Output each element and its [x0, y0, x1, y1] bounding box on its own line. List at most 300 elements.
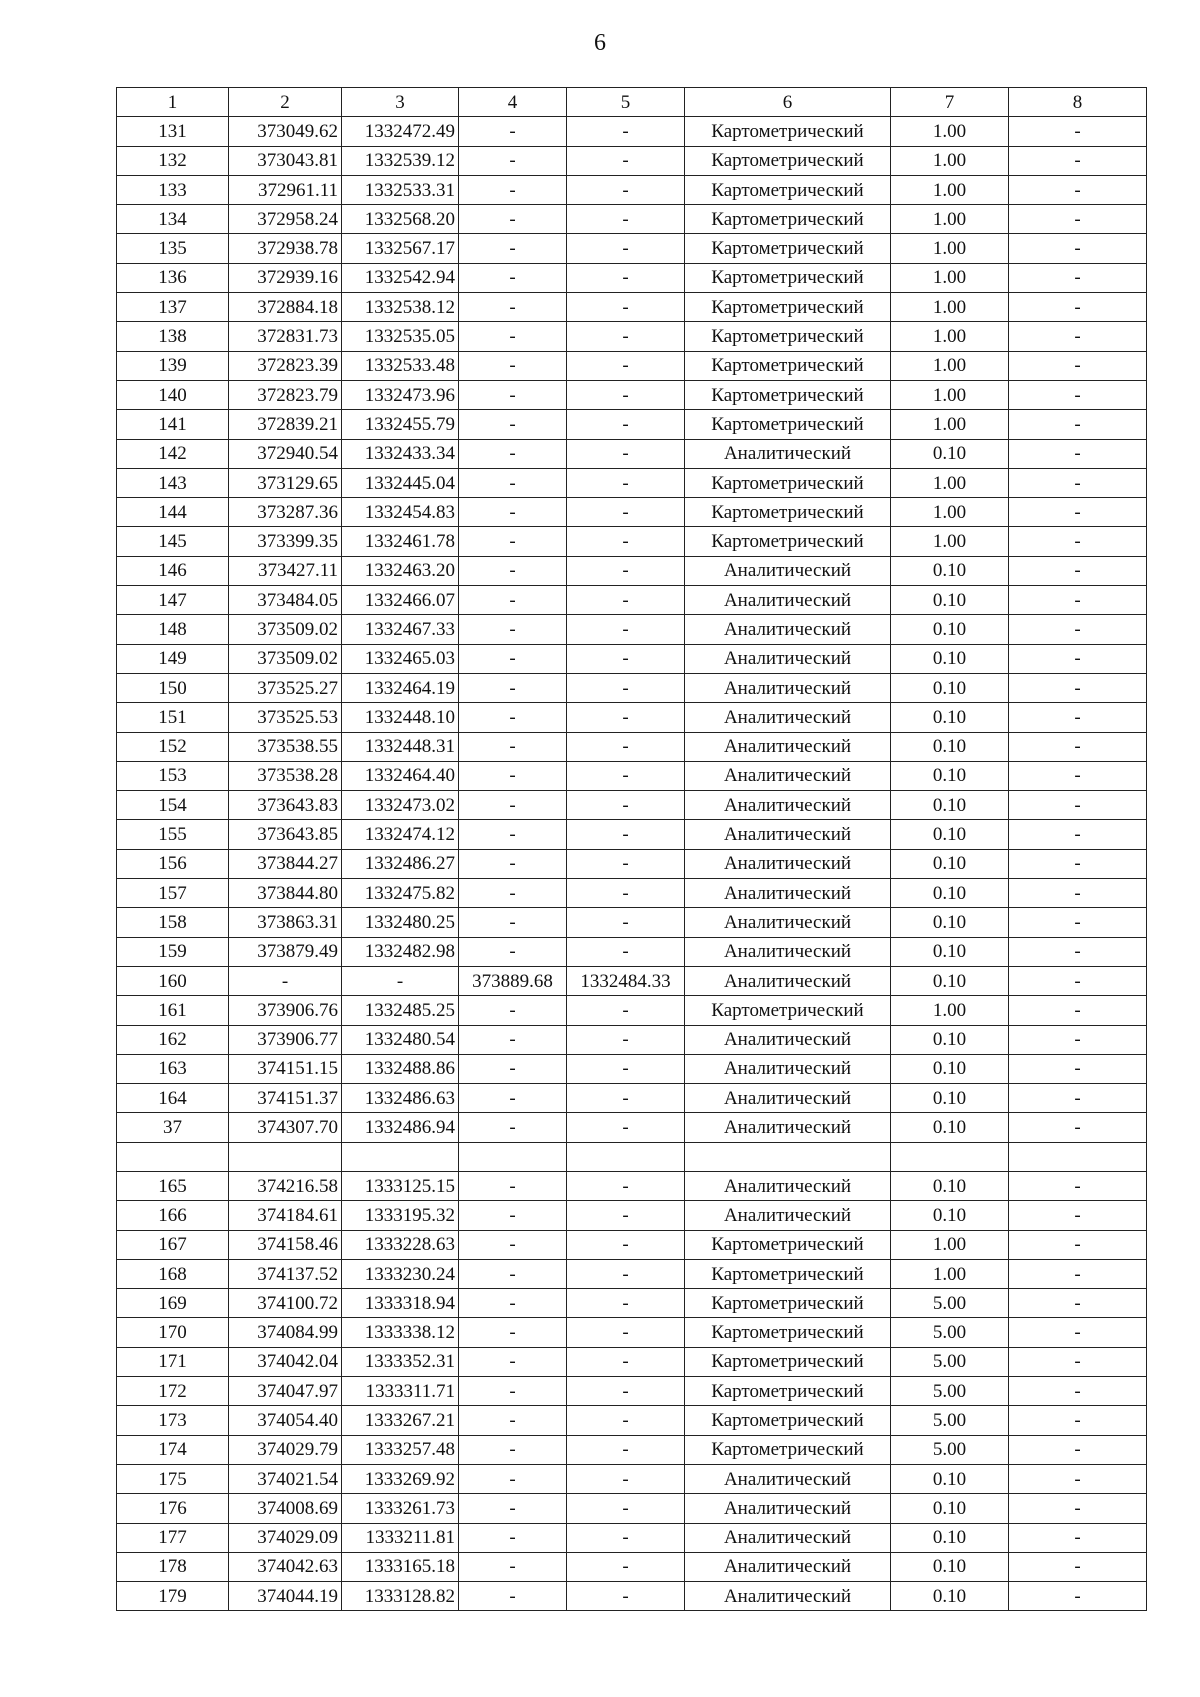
table-cell: 1333195.32 — [342, 1201, 459, 1230]
table-cell: Аналитический — [685, 1084, 891, 1113]
table-cell: - — [459, 1494, 567, 1523]
table-cell: - — [459, 468, 567, 497]
table-cell: - — [1009, 820, 1147, 849]
table-cell: 0.10 — [891, 615, 1009, 644]
table-cell: - — [1009, 234, 1147, 263]
table-cell: Аналитический — [685, 1582, 891, 1611]
table-cell: 374151.37 — [229, 1084, 342, 1113]
table-cell: - — [459, 879, 567, 908]
table-cell: - — [567, 996, 685, 1025]
table-cell: - — [1009, 1201, 1147, 1230]
table-cell: 372823.79 — [229, 380, 342, 409]
header-cell: 4 — [459, 88, 567, 117]
header-cell: 2 — [229, 88, 342, 117]
table-cell: 374042.04 — [229, 1347, 342, 1376]
table-cell: 372939.16 — [229, 263, 342, 292]
table-cell: - — [459, 937, 567, 966]
table-row — [117, 1377, 1147, 1406]
table-cell: - — [1009, 1318, 1147, 1347]
table-cell: - — [1009, 527, 1147, 556]
table-cell: 1332567.17 — [342, 234, 459, 263]
table-cell: 374042.63 — [229, 1552, 342, 1581]
table-cell: - — [1009, 615, 1147, 644]
table-cell: 0.10 — [891, 673, 1009, 702]
table-cell: - — [1009, 263, 1147, 292]
table-row — [117, 410, 1147, 439]
table-cell: 159 — [117, 937, 229, 966]
table-cell: 373643.83 — [229, 791, 342, 820]
table-cell: 0.10 — [891, 1201, 1009, 1230]
table-cell: 1332455.79 — [342, 410, 459, 439]
table-cell: 373906.77 — [229, 1025, 342, 1054]
table-cell: 157 — [117, 879, 229, 908]
table-cell: - — [1009, 732, 1147, 761]
table-cell: 1333318.94 — [342, 1289, 459, 1318]
table-cell: Картометрический — [685, 322, 891, 351]
table-cell: 374047.97 — [229, 1377, 342, 1406]
table-cell: 5.00 — [891, 1289, 1009, 1318]
table-cell: - — [229, 966, 342, 995]
page-number: 6 — [594, 30, 606, 56]
table-cell: - — [1009, 175, 1147, 204]
table-cell: - — [567, 1582, 685, 1611]
table-cell: 154 — [117, 791, 229, 820]
table-row — [117, 205, 1147, 234]
table-row — [117, 937, 1147, 966]
table-cell: - — [459, 849, 567, 878]
table-cell: - — [459, 1113, 567, 1142]
table-cell: 1333311.71 — [342, 1377, 459, 1406]
table-row — [117, 175, 1147, 204]
table-cell: 1.00 — [891, 117, 1009, 146]
table-cell: - — [1009, 966, 1147, 995]
table-cell: 372831.73 — [229, 322, 342, 351]
table-cell: 178 — [117, 1552, 229, 1581]
table-cell: - — [567, 644, 685, 673]
table-cell: 151 — [117, 703, 229, 732]
table-row — [117, 586, 1147, 615]
table-cell: - — [1009, 322, 1147, 351]
table-cell: 373906.76 — [229, 996, 342, 1025]
table-cell: 1332454.83 — [342, 498, 459, 527]
table-cell: 1332448.10 — [342, 703, 459, 732]
table-cell: - — [567, 1347, 685, 1376]
table-cell: - — [459, 293, 567, 322]
table-cell: 373509.02 — [229, 615, 342, 644]
table-cell: 134 — [117, 205, 229, 234]
table-cell: 1333230.24 — [342, 1259, 459, 1288]
table-cell: 136 — [117, 263, 229, 292]
table-cell: - — [1009, 205, 1147, 234]
table-cell: 150 — [117, 673, 229, 702]
table-cell: - — [1009, 1523, 1147, 1552]
table-cell: - — [567, 908, 685, 937]
table-cell: 132 — [117, 146, 229, 175]
table-cell: 163 — [117, 1054, 229, 1083]
table-cell — [342, 1142, 459, 1171]
table-cell: - — [459, 205, 567, 234]
table-cell: 1332538.12 — [342, 293, 459, 322]
table-cell: 1333352.31 — [342, 1347, 459, 1376]
table-cell: - — [459, 117, 567, 146]
table-cell: 167 — [117, 1230, 229, 1259]
table-cell: - — [459, 1230, 567, 1259]
table-cell: - — [567, 1113, 685, 1142]
table-cell: 1332474.12 — [342, 820, 459, 849]
table-cell: - — [567, 527, 685, 556]
table-cell: - — [567, 1464, 685, 1493]
table-row — [117, 1318, 1147, 1347]
table-cell: Аналитический — [685, 732, 891, 761]
table-cell: 373525.53 — [229, 703, 342, 732]
table-cell: 372938.78 — [229, 234, 342, 263]
table-cell: - — [459, 820, 567, 849]
table-cell: Аналитический — [685, 879, 891, 908]
table-cell: 1332488.86 — [342, 1054, 459, 1083]
table-cell: 374137.52 — [229, 1259, 342, 1288]
table-cell: - — [1009, 293, 1147, 322]
table-cell: Картометрический — [685, 1377, 891, 1406]
table-cell: 179 — [117, 1582, 229, 1611]
table-cell: - — [567, 1406, 685, 1435]
table-cell: - — [1009, 937, 1147, 966]
table-cell: 0.10 — [891, 1113, 1009, 1142]
table-cell: - — [459, 1523, 567, 1552]
table-cell: - — [459, 586, 567, 615]
table-cell: - — [459, 351, 567, 380]
table-cell: 156 — [117, 849, 229, 878]
table-cell: 0.10 — [891, 966, 1009, 995]
table-cell: 0.10 — [891, 644, 1009, 673]
table-row — [117, 644, 1147, 673]
table-cell: - — [1009, 351, 1147, 380]
table-cell: Картометрический — [685, 146, 891, 175]
table-cell: 0.10 — [891, 439, 1009, 468]
table-cell: Аналитический — [685, 1464, 891, 1493]
table-cell: - — [1009, 1054, 1147, 1083]
table-row — [117, 351, 1147, 380]
table-cell: 1.00 — [891, 380, 1009, 409]
table-cell: - — [1009, 703, 1147, 732]
table-cell: Картометрический — [685, 175, 891, 204]
table-cell: Аналитический — [685, 1201, 891, 1230]
table-row — [117, 439, 1147, 468]
table-cell: Аналитический — [685, 1494, 891, 1523]
table-cell: - — [1009, 879, 1147, 908]
table-row — [117, 1230, 1147, 1259]
table-cell: Аналитический — [685, 1171, 891, 1200]
table-cell: Картометрический — [685, 293, 891, 322]
table-cell — [459, 1142, 567, 1171]
header-cell: 8 — [1009, 88, 1147, 117]
table-cell: - — [1009, 586, 1147, 615]
table-cell: - — [459, 615, 567, 644]
table-cell: 1333267.21 — [342, 1406, 459, 1435]
table-row — [117, 322, 1147, 351]
table-cell: 1332533.48 — [342, 351, 459, 380]
table-cell — [891, 1142, 1009, 1171]
table-cell: 373043.81 — [229, 146, 342, 175]
table-cell: - — [459, 146, 567, 175]
table-cell: 374029.09 — [229, 1523, 342, 1552]
table-cell: 374044.19 — [229, 1582, 342, 1611]
table-cell: 1333125.15 — [342, 1171, 459, 1200]
table-cell: Картометрический — [685, 1347, 891, 1376]
table-cell: 161 — [117, 996, 229, 1025]
table-row — [117, 996, 1147, 1025]
table-cell: 1332472.49 — [342, 117, 459, 146]
table-cell: 140 — [117, 380, 229, 409]
table-cell: - — [459, 1084, 567, 1113]
table-cell: 1333128.82 — [342, 1582, 459, 1611]
table-cell: - — [567, 1377, 685, 1406]
table-cell: 373863.31 — [229, 908, 342, 937]
table-cell: - — [1009, 439, 1147, 468]
table-row — [117, 1464, 1147, 1493]
table-cell: - — [567, 439, 685, 468]
table-cell: 145 — [117, 527, 229, 556]
table-cell: - — [567, 879, 685, 908]
table-cell: Картометрический — [685, 527, 891, 556]
table-cell: Аналитический — [685, 673, 891, 702]
table-row — [117, 1113, 1147, 1142]
table-cell: 1.00 — [891, 146, 1009, 175]
table-cell: - — [567, 1318, 685, 1347]
table-cell: 1332485.25 — [342, 996, 459, 1025]
table-cell: Картометрический — [685, 1318, 891, 1347]
table-cell: - — [459, 234, 567, 263]
table-cell: 1332533.31 — [342, 175, 459, 204]
table-cell: - — [567, 1054, 685, 1083]
table-cell: - — [567, 146, 685, 175]
table-cell: - — [459, 556, 567, 585]
table-cell: Аналитический — [685, 1523, 891, 1552]
table-cell: Аналитический — [685, 1552, 891, 1581]
table-cell: - — [459, 673, 567, 702]
table-cell: - — [1009, 1347, 1147, 1376]
table-cell: 372958.24 — [229, 205, 342, 234]
table-cell: 1.00 — [891, 996, 1009, 1025]
table-cell: 0.10 — [891, 1464, 1009, 1493]
table-cell: 1333165.18 — [342, 1552, 459, 1581]
table-cell: 1332473.96 — [342, 380, 459, 409]
table-cell: 138 — [117, 322, 229, 351]
table-row — [117, 703, 1147, 732]
table-cell: - — [459, 410, 567, 439]
table-cell: 174 — [117, 1435, 229, 1464]
table-cell: 152 — [117, 732, 229, 761]
table-cell: 1.00 — [891, 498, 1009, 527]
table-cell: - — [567, 937, 685, 966]
table-cell: 372839.21 — [229, 410, 342, 439]
table-cell: 137 — [117, 293, 229, 322]
table-cell: 0.10 — [891, 556, 1009, 585]
table-cell: - — [459, 1347, 567, 1376]
table-cell: 373844.27 — [229, 849, 342, 878]
table-row — [117, 1435, 1147, 1464]
table-cell: 142 — [117, 439, 229, 468]
table-cell: 147 — [117, 586, 229, 615]
table-cell: - — [1009, 761, 1147, 790]
table-cell: 0.10 — [891, 908, 1009, 937]
table-cell — [567, 1142, 685, 1171]
table-cell: 139 — [117, 351, 229, 380]
table-cell: 373844.80 — [229, 879, 342, 908]
table-row — [117, 1494, 1147, 1523]
table-cell: - — [567, 1494, 685, 1523]
table-header-row — [117, 88, 1147, 117]
table-cell: 0.10 — [891, 1054, 1009, 1083]
table-cell: 373538.28 — [229, 761, 342, 790]
table-cell: 172 — [117, 1377, 229, 1406]
table-row — [117, 1025, 1147, 1054]
table-cell: 1332480.54 — [342, 1025, 459, 1054]
table-cell: 372884.18 — [229, 293, 342, 322]
table-cell: - — [1009, 146, 1147, 175]
table-cell: - — [567, 205, 685, 234]
table-row — [117, 1289, 1147, 1318]
table-cell: 155 — [117, 820, 229, 849]
table-cell: Аналитический — [685, 908, 891, 937]
table-cell: 1332486.63 — [342, 1084, 459, 1113]
table-cell: Картометрический — [685, 380, 891, 409]
table-cell: 372823.39 — [229, 351, 342, 380]
table-cell: Аналитический — [685, 703, 891, 732]
table-row — [117, 146, 1147, 175]
table-cell: - — [1009, 117, 1147, 146]
table-row — [117, 1171, 1147, 1200]
table-cell: 141 — [117, 410, 229, 439]
table-cell: 372961.11 — [229, 175, 342, 204]
table-cell: 0.10 — [891, 849, 1009, 878]
table-cell — [117, 1142, 229, 1171]
table-cell: 146 — [117, 556, 229, 585]
table-cell: 5.00 — [891, 1435, 1009, 1464]
table-cell: 144 — [117, 498, 229, 527]
table-cell: 1332480.25 — [342, 908, 459, 937]
table-cell: - — [567, 556, 685, 585]
table-cell: 5.00 — [891, 1406, 1009, 1435]
table-cell: 0.10 — [891, 791, 1009, 820]
table-cell: - — [459, 498, 567, 527]
table-cell: - — [567, 380, 685, 409]
table-cell: 1.00 — [891, 527, 1009, 556]
table-cell: - — [459, 1259, 567, 1288]
table-cell: 0.10 — [891, 1025, 1009, 1054]
table-cell: 374008.69 — [229, 1494, 342, 1523]
table-cell: 1.00 — [891, 293, 1009, 322]
table-row — [117, 791, 1147, 820]
table-cell: - — [1009, 908, 1147, 937]
table-cell: 1.00 — [891, 1230, 1009, 1259]
table-cell: Картометрический — [685, 1435, 891, 1464]
table-cell: - — [567, 234, 685, 263]
table-cell: 1332433.34 — [342, 439, 459, 468]
table-cell: Аналитический — [685, 937, 891, 966]
table-cell: 135 — [117, 234, 229, 263]
table-row — [117, 380, 1147, 409]
table-cell: 176 — [117, 1494, 229, 1523]
table-cell: - — [567, 322, 685, 351]
table-cell: - — [567, 673, 685, 702]
table-cell: 1333269.92 — [342, 1464, 459, 1493]
table-cell: 164 — [117, 1084, 229, 1113]
table-row — [117, 468, 1147, 497]
table-cell: 0.10 — [891, 1523, 1009, 1552]
table-cell: - — [1009, 849, 1147, 878]
table-cell: 149 — [117, 644, 229, 673]
table-cell: 5.00 — [891, 1377, 1009, 1406]
table-cell: Картометрический — [685, 205, 891, 234]
table-cell: 1332486.94 — [342, 1113, 459, 1142]
table-cell: Картометрический — [685, 263, 891, 292]
table-cell: - — [1009, 1259, 1147, 1288]
table-cell: 0.10 — [891, 761, 1009, 790]
table-cell: Аналитический — [685, 820, 891, 849]
table-cell: - — [567, 1084, 685, 1113]
table-cell: Картометрический — [685, 1289, 891, 1318]
table-cell: 374158.46 — [229, 1230, 342, 1259]
table-cell — [685, 1142, 891, 1171]
header-cell: 6 — [685, 88, 891, 117]
table-cell: - — [567, 1523, 685, 1552]
table-cell: 373399.35 — [229, 527, 342, 556]
table-cell: - — [1009, 996, 1147, 1025]
table-cell: - — [459, 732, 567, 761]
table-cell: 1.00 — [891, 410, 1009, 439]
table-cell: 374307.70 — [229, 1113, 342, 1142]
table-cell: 1332445.04 — [342, 468, 459, 497]
table-cell: 1332568.20 — [342, 205, 459, 234]
table-row — [117, 1347, 1147, 1376]
table-cell: - — [567, 175, 685, 204]
table-cell: Картометрический — [685, 234, 891, 263]
table-cell: 373509.02 — [229, 644, 342, 673]
table-row — [117, 1201, 1147, 1230]
table-cell: 0.10 — [891, 879, 1009, 908]
table-cell: - — [1009, 1582, 1147, 1611]
table-cell: 0.10 — [891, 732, 1009, 761]
table-row — [117, 498, 1147, 527]
table-cell: 1333211.81 — [342, 1523, 459, 1552]
table-cell: 0.10 — [891, 1494, 1009, 1523]
table-cell: - — [459, 1464, 567, 1493]
table-cell: - — [567, 293, 685, 322]
table-cell: Аналитический — [685, 439, 891, 468]
table-cell: 153 — [117, 761, 229, 790]
table-cell: 374021.54 — [229, 1464, 342, 1493]
table-cell: Аналитический — [685, 1054, 891, 1083]
table-cell: 171 — [117, 1347, 229, 1376]
table-cell: 1332535.05 — [342, 322, 459, 351]
table-cell: - — [567, 1201, 685, 1230]
table-cell: - — [567, 263, 685, 292]
table-cell: 373129.65 — [229, 468, 342, 497]
table-cell: Аналитический — [685, 966, 891, 995]
table-cell: - — [567, 498, 685, 527]
table-row — [117, 556, 1147, 585]
table-cell: 1332475.82 — [342, 879, 459, 908]
table-cell: Картометрический — [685, 996, 891, 1025]
table-cell: - — [567, 1230, 685, 1259]
table-cell: 165 — [117, 1171, 229, 1200]
table-cell: - — [459, 1406, 567, 1435]
table-cell: Картометрический — [685, 1259, 891, 1288]
header-cell: 5 — [567, 88, 685, 117]
table-cell: 373879.49 — [229, 937, 342, 966]
table-cell: 1332448.31 — [342, 732, 459, 761]
table-cell: Аналитический — [685, 849, 891, 878]
